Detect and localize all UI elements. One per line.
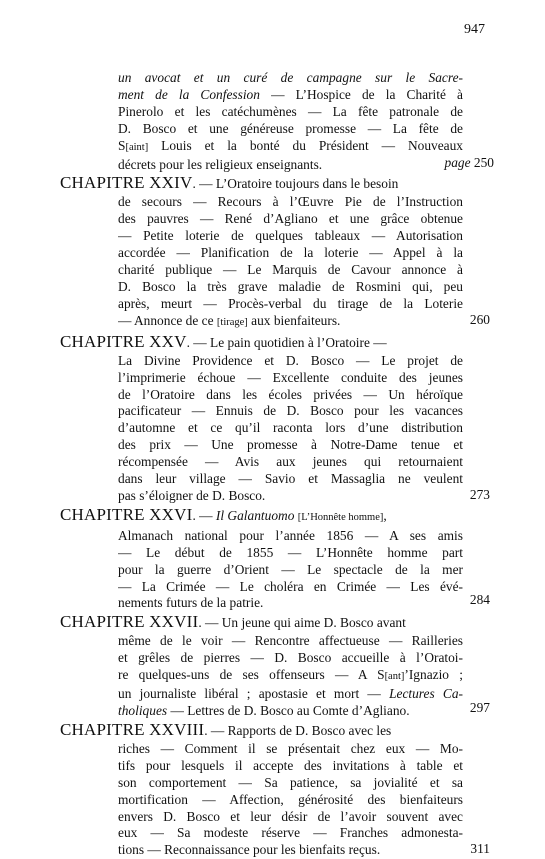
text-segment: — Lettres de D. Bosco au Comte d’Agliano. <box>167 703 410 718</box>
toc-line <box>118 228 463 245</box>
toc-line <box>118 633 463 650</box>
toc-line <box>118 437 463 454</box>
text-segment: Lectures Ca- <box>389 686 463 702</box>
text-segment: re quelques-uns de ses offenseurs — A S <box>118 667 385 683</box>
chapter-label: CHAPITRE XXIV <box>60 173 193 193</box>
chapter-heading <box>60 505 480 528</box>
text-segment: pour la guerre d’Orient — Le spectacle de la mer <box>118 561 463 577</box>
chapter-label: CHAPITRE XXVII <box>60 612 199 632</box>
text-segment: [tirage] <box>216 316 248 328</box>
toc-line <box>118 296 463 313</box>
toc-line <box>118 245 463 262</box>
page-value: 297 <box>469 699 490 715</box>
toc-entry-chapter <box>60 331 490 505</box>
toc-entry-chapter <box>60 612 490 720</box>
text-segment: riches — Comment il se présentait chez eux — Mo- <box>118 740 463 756</box>
text-segment: tholiques <box>118 703 168 718</box>
toc-page-number <box>470 592 490 609</box>
toc-line <box>118 842 463 859</box>
page-value: 284 <box>469 592 490 608</box>
text-segment: décrets pour les religieux enseignants. <box>118 156 323 172</box>
text-segment: mortification — Affection, générosité des bienfaiteurs <box>118 791 463 807</box>
toc-line <box>118 579 463 596</box>
chapter-heading <box>60 173 480 194</box>
text-segment: de l’Oratoire dans les écoles privées — Un héroïque <box>118 386 463 402</box>
text-segment: après, meurt — Procès-verbal du tirage de la Loterie <box>118 295 463 311</box>
chapter-heading <box>60 720 480 741</box>
text-segment: tions — Reconnaissance pour les bienfaits reçus. <box>118 842 381 858</box>
toc-line <box>118 703 463 720</box>
toc-line <box>118 775 463 792</box>
toc-line <box>118 87 463 104</box>
toc-entry-chapter <box>60 173 490 331</box>
chapter-label: CHAPITRE XXVIII <box>60 719 205 739</box>
toc-line <box>118 403 463 420</box>
table-of-contents <box>60 70 494 859</box>
text-segment: Almanach national pour l’année 1856 — A ses amis <box>118 527 463 543</box>
text-segment: — L’Hospice de la Charité à <box>259 86 463 102</box>
page-value: 260 <box>469 311 490 327</box>
toc-line <box>118 387 463 404</box>
chapter-heading <box>60 612 480 633</box>
text-segment: un avocat et un curé de campagne sur le Sacre- <box>118 70 463 85</box>
toc-line <box>118 313 463 332</box>
text-segment: accordée — Planification de la loterie — Appel à la <box>118 245 463 261</box>
text-segment: des prix — Une promesse à Notre-Dame tenue et <box>118 437 463 453</box>
page-value: 273 <box>469 486 490 502</box>
text-segment: pas s’éloigner de D. Bosco. <box>118 487 266 503</box>
text-segment: S <box>118 137 126 153</box>
toc-line <box>118 194 463 211</box>
chapter-heading <box>60 332 480 353</box>
text-segment: [L’Honnête homme] <box>297 511 384 523</box>
text-segment: Il Galantuomo <box>215 507 295 523</box>
toc-line <box>118 121 463 138</box>
chapter-heading-text: . — Rapports de D. Bosco avec les <box>204 722 392 738</box>
text-segment: Louis et la bonté du Président — Nouveaux <box>148 137 463 153</box>
toc-line <box>118 279 463 296</box>
text-segment: Pinerolo et les catéchumènes — La fête patronale de <box>118 103 463 119</box>
text-segment: envers D. Bosco et leur désir de l’avoir souvent avec <box>118 808 463 824</box>
text-segment: récompensée — Avis aux jeunes qui retournaient <box>118 454 463 470</box>
page-number: 947 <box>464 22 485 37</box>
toc-line <box>118 528 463 545</box>
toc-line <box>118 70 463 87</box>
toc-line <box>118 825 463 842</box>
text-segment: ment de la Confession <box>118 86 260 102</box>
text-segment: pacificateur — Ennuis de D. Bosco pour les vacances <box>118 403 463 419</box>
chapter-heading-text: . — <box>192 507 216 523</box>
toc-page-number <box>470 841 490 858</box>
toc-line <box>118 353 463 370</box>
toc-line <box>118 758 463 775</box>
toc-line <box>118 545 463 562</box>
toc-line <box>118 104 463 121</box>
toc-line <box>118 562 463 579</box>
toc-page-number <box>470 487 490 504</box>
chapter-heading-text: . — Un jeune qui aime D. Bosco avant <box>198 615 406 631</box>
toc-line <box>118 686 463 703</box>
toc-line <box>118 792 463 809</box>
toc-line <box>118 488 463 505</box>
text-segment: charité publique — Le Marquis de Cavour annonce à <box>118 262 463 278</box>
text-segment: D. Bosco et une généreuse promesse — La fête de <box>118 120 463 136</box>
toc-line <box>118 420 463 437</box>
toc-line <box>118 650 463 667</box>
chapter-heading-extra <box>216 508 387 523</box>
text-segment: tifs pour lesquels il accepte des invitations à table et <box>118 757 463 773</box>
page-word: page <box>444 154 471 170</box>
text-segment: [aint] <box>125 141 149 153</box>
text-segment: , <box>383 507 387 523</box>
chapter-heading-text: . — Le pain quotidien à l’Oratoire — <box>186 334 387 350</box>
text-segment: de secours — Recours à l’Œuvre Pie de l’Instruction <box>118 194 463 210</box>
toc-line <box>118 211 463 228</box>
text-segment: l’imprimerie échoue — Excellente conduite des jeunes <box>118 369 463 385</box>
chapter-label: CHAPITRE XXVI <box>60 504 193 524</box>
text-segment: D. Bosco la très grave maladie de Rosmini qui, peu <box>118 278 463 294</box>
toc-line <box>118 138 463 157</box>
toc-page-number <box>470 700 490 717</box>
toc-line <box>118 741 463 758</box>
toc-page-number <box>470 312 490 329</box>
text-segment: [ant] <box>384 671 405 683</box>
text-segment: dans leur village — Savio et Massaglia ne veulent <box>118 471 463 487</box>
toc-line <box>118 595 463 612</box>
text-segment: nements futurs de la patrie. <box>118 595 264 611</box>
text-segment: eux — Sa modeste réserve — Franches admonesta- <box>118 825 463 841</box>
toc-entry-intro <box>60 70 494 173</box>
text-segment: son comportement — Sa patience, sa jovialité et sa <box>118 774 463 790</box>
toc-entry-chapter <box>60 504 490 613</box>
text-segment: — La Crimée — Le choléra en Crimée — Les évé- <box>118 578 463 594</box>
toc-line <box>118 454 463 471</box>
text-segment: même de le voir — Rencontre affectueuse — Railleries <box>118 633 463 649</box>
text-segment: ’Ignazio ; <box>404 667 463 683</box>
toc-line <box>118 471 463 488</box>
page-value: 311 <box>470 841 490 857</box>
text-segment: et grêles de pierres — D. Bosco accueille à l’Oratoi- <box>118 650 463 666</box>
text-segment: un journaliste libéral ; apostasie et mort — <box>118 686 390 702</box>
toc-line <box>118 370 463 387</box>
toc-line <box>118 667 463 686</box>
toc-line <box>118 262 463 279</box>
text-segment: — Annonce de ce <box>118 312 217 328</box>
toc-page-number <box>445 155 494 172</box>
text-segment: — Petite loterie de quelques tableaux — Autorisation <box>118 228 463 244</box>
chapter-heading-text: . — L’Oratoire toujours dans le besoin <box>192 176 399 192</box>
text-segment: — Le début de 1855 — L’Honnête homme part <box>118 544 463 560</box>
toc-entry-chapter <box>60 719 490 859</box>
chapter-label: CHAPITRE XXV <box>60 331 187 351</box>
text-segment: d’automne et ce qu’il raconta lors d’une distribution <box>118 420 463 436</box>
toc-line <box>118 157 463 174</box>
text-segment: des pauvres — René d’Agliano et une grâce obtenue <box>118 211 463 227</box>
text-segment: La Divine Providence et D. Bosco — Le projet de <box>118 352 463 368</box>
page-value: 250 <box>473 154 494 170</box>
toc-line <box>118 809 463 826</box>
text-segment: aux bienfaiteurs. <box>247 312 341 328</box>
